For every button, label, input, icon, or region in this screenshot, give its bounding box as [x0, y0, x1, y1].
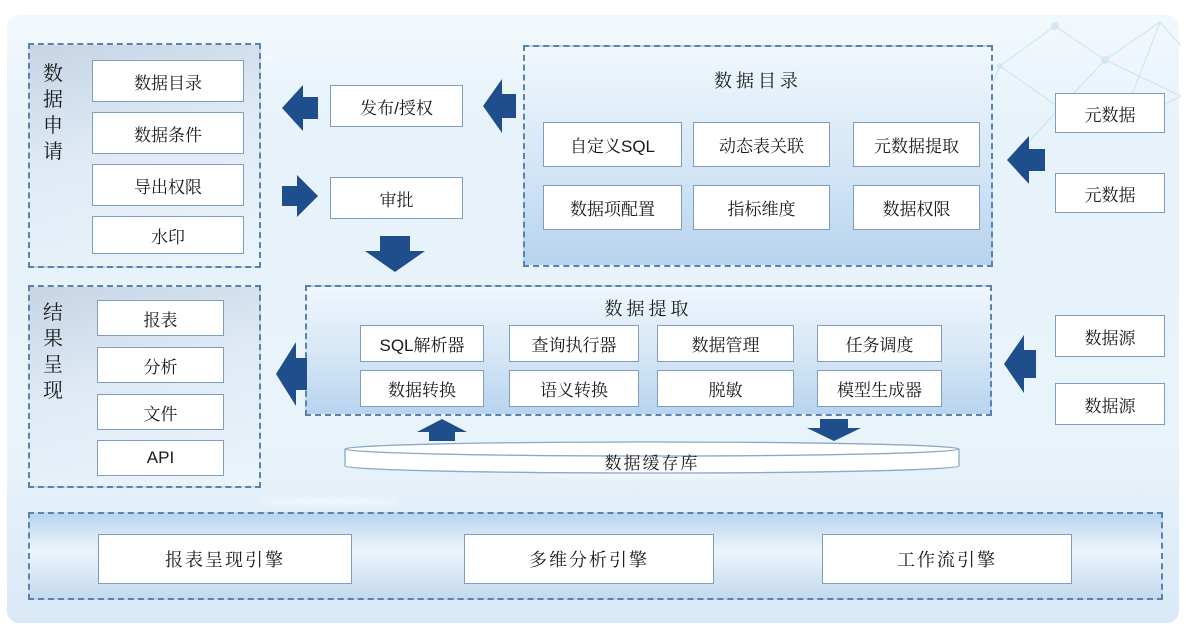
metadata-box-1: 元数据 [1055, 93, 1165, 133]
arrow-down-icon [357, 236, 433, 272]
data-catalog-group [523, 45, 993, 267]
network-mesh-decoration [960, 16, 1182, 156]
engine-report: 报表呈现引擎 [98, 534, 352, 584]
arrow-down-icon [799, 419, 869, 441]
data-catalog-title: 数据目录 [714, 71, 802, 91]
result-item-api: API [97, 440, 224, 476]
data-source-box-2: 数据源 [1055, 383, 1165, 425]
arrow-left-icon [1004, 330, 1036, 398]
data-application-item-export: 导出权限 [92, 164, 244, 206]
catalog-item-data-permission: 数据权限 [853, 185, 980, 230]
data-application-item-condition: 数据条件 [92, 112, 244, 154]
extraction-item-sql-parser: SQL解析器 [360, 325, 484, 362]
extraction-item-semantic-transform: 语义转换 [509, 370, 639, 407]
result-presentation-label: 结果呈现 [43, 302, 63, 402]
data-source-box-1: 数据源 [1055, 315, 1165, 357]
data-application-group [28, 43, 261, 268]
result-presentation-group [28, 285, 261, 488]
data-application-item-catalog: 数据目录 [92, 60, 244, 102]
extraction-item-masking: 脱敏 [657, 370, 794, 407]
arrow-left-icon [276, 336, 307, 412]
catalog-item-indicator-dim: 指标维度 [693, 185, 830, 230]
arrow-left-icon [1007, 132, 1045, 188]
data-application-label: 数据申请 [43, 63, 63, 163]
engine-olap: 多维分析引擎 [464, 534, 714, 584]
catalog-item-dynamic-join: 动态表关联 [693, 122, 830, 167]
data-cache-label: 数据缓存库 [604, 454, 700, 473]
catalog-item-metadata-extract: 元数据提取 [853, 122, 980, 167]
extraction-item-model-generator: 模型生成器 [817, 370, 942, 407]
approve-box: 审批 [330, 177, 463, 219]
metadata-box-2: 元数据 [1055, 173, 1165, 213]
arrow-right-icon [282, 170, 318, 222]
result-item-analysis: 分析 [97, 347, 224, 383]
arrow-left-icon [282, 78, 318, 138]
data-application-item-watermark: 水印 [92, 216, 244, 254]
background-streak [260, 498, 400, 505]
result-item-file: 文件 [97, 394, 224, 430]
catalog-item-dataitem-config: 数据项配置 [543, 185, 682, 230]
extraction-item-data-transform: 数据转换 [360, 370, 484, 407]
engine-workflow: 工作流引擎 [822, 534, 1072, 584]
arrow-up-icon [412, 419, 472, 441]
arrow-left-icon [483, 73, 516, 139]
result-item-report: 报表 [97, 300, 224, 336]
engines-group [28, 512, 1163, 600]
extraction-item-query-executor: 查询执行器 [509, 325, 639, 362]
data-extraction-group [305, 285, 992, 416]
data-extraction-title: 数据提取 [604, 299, 693, 319]
catalog-item-custom-sql: 自定义SQL [543, 122, 682, 167]
publish-authorize-box: 发布/授权 [330, 85, 463, 127]
data-cache-cylinder [344, 440, 960, 474]
extraction-item-data-mgmt: 数据管理 [657, 325, 794, 362]
extraction-item-task-schedule: 任务调度 [817, 325, 942, 362]
